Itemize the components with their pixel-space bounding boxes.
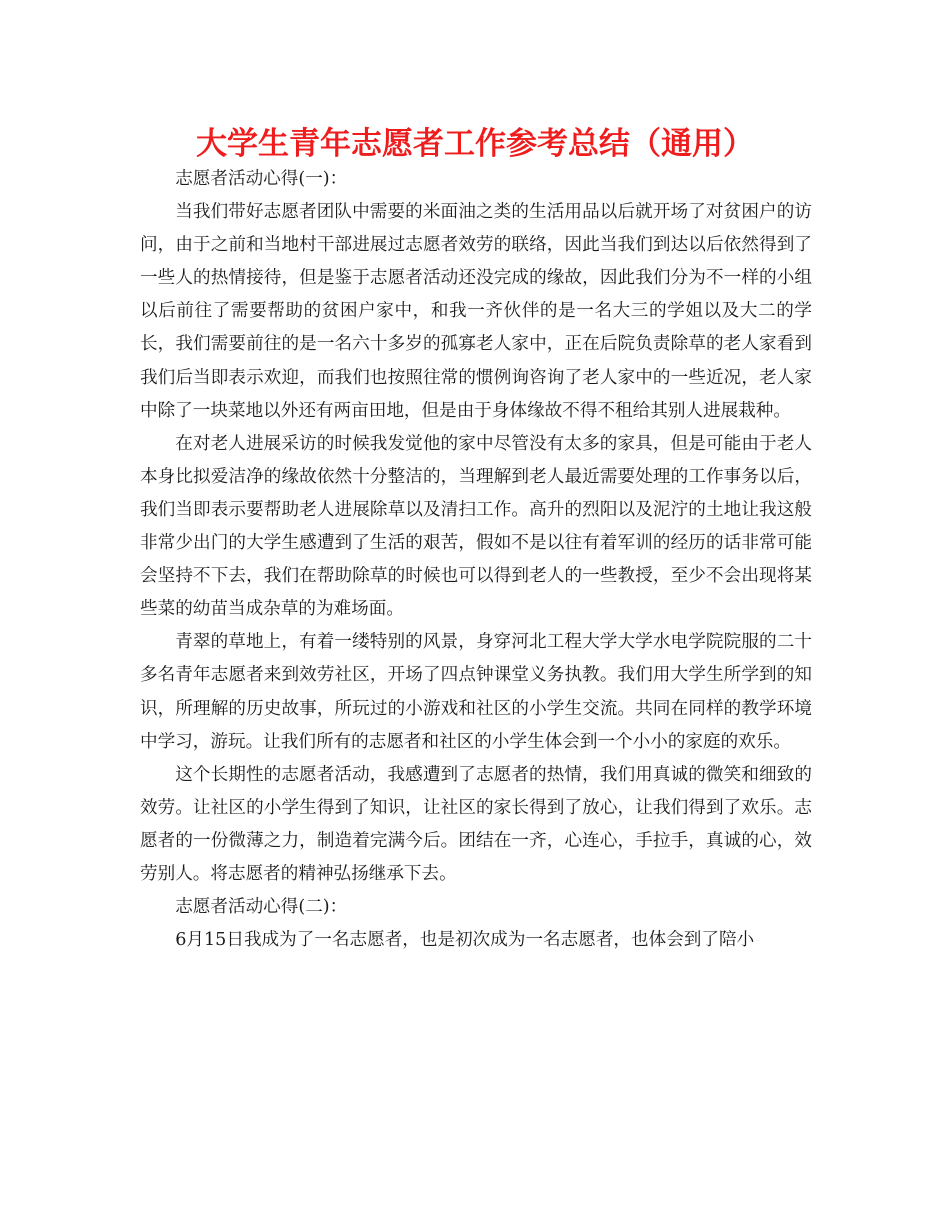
paragraph-3: 青翠的草地上，有着一缕特别的风景，身穿河北工程大学大学水电学院院服的二十多名青年志愿者来到效劳社区，开场了四点钟课堂义务执教。我们用大学生所学到的知识，所理解的历史故事，所玩过的小游戏和社区的小学生交流。共同在同样的教学环境中学习，游玩。让我们所有的志愿者和社区的小学生体会到一个小小的家庭的欢乐。 (140, 632, 812, 752)
paragraph-5: 6月15日我成为了一名志愿者，也是初次成为一名志愿者，也体会到了陪小 (175, 930, 755, 951)
document-title: 大学生青年志愿者工作参考总结（通用） (196, 126, 754, 162)
paragraph-2: 在对老人进展采访的时候我发觉他的家中尽管没有太多的家具，但是可能由于老人本身比拟爱洁净的缘故依然十分整洁的，当理解到老人最近需要处理的工作事务以后，我们当即表示要帮助老人进展除草以及清扫工作。高升的烈阳以及泥泞的土地让我这般非常少出门的大学生感遭到了生活的艰苦，假如不是以往有着军训的经历的话非常可能会坚持不下去，我们在帮助除草的时候也可以得到老人的一些教授，至少不会出现将某些菜的幼苗当成杂草的为难场面。 (140, 433, 812, 620)
paragraph-4: 这个长期性的志愿者活动，我感遭到了志愿者的热情，我们用真诚的微笑和细致的效劳。让社区的小学生得到了知识，让社区的家长得到了放心，让我们得到了欢乐。志愿者的一份微薄之力，制造着完满今后。团结在一齐，心连心，手拉手，真诚的心，效劳别人。将志愿者的精神弘扬继承下去。 (140, 764, 812, 884)
section-heading-2: 志愿者活动心得(二)： (175, 897, 348, 918)
document-body (140, 163, 812, 957)
paragraph-1: 当我们带好志愿者团队中需要的米面油之类的生活用品以后就开场了对贫困户的访问，由于之前和当地村干部进展过志愿者效劳的联络，因此当我们到达以后依然得到了一些人的热情接待，但是鉴于志愿者活动还没完成的缘故，因此我们分为不一样的小组以后前往了需要帮助的贫困户家中，和我一齐伙伴的是一名大三的学姐以及大二的学长，我们需要前往的是一名六十多岁的孤寡老人家中，正在后院负责除草的老人家看到我们后当即表示欢迎，而我们也按照往常的惯例询咨询了老人家中的一些近况，老人家中除了一块菜地以外还有两亩田地，但是由于身体缘故不得不租给其别人进展栽种。 (140, 202, 812, 421)
section-heading-1: 志愿者活动心得(一)： (175, 169, 348, 189)
